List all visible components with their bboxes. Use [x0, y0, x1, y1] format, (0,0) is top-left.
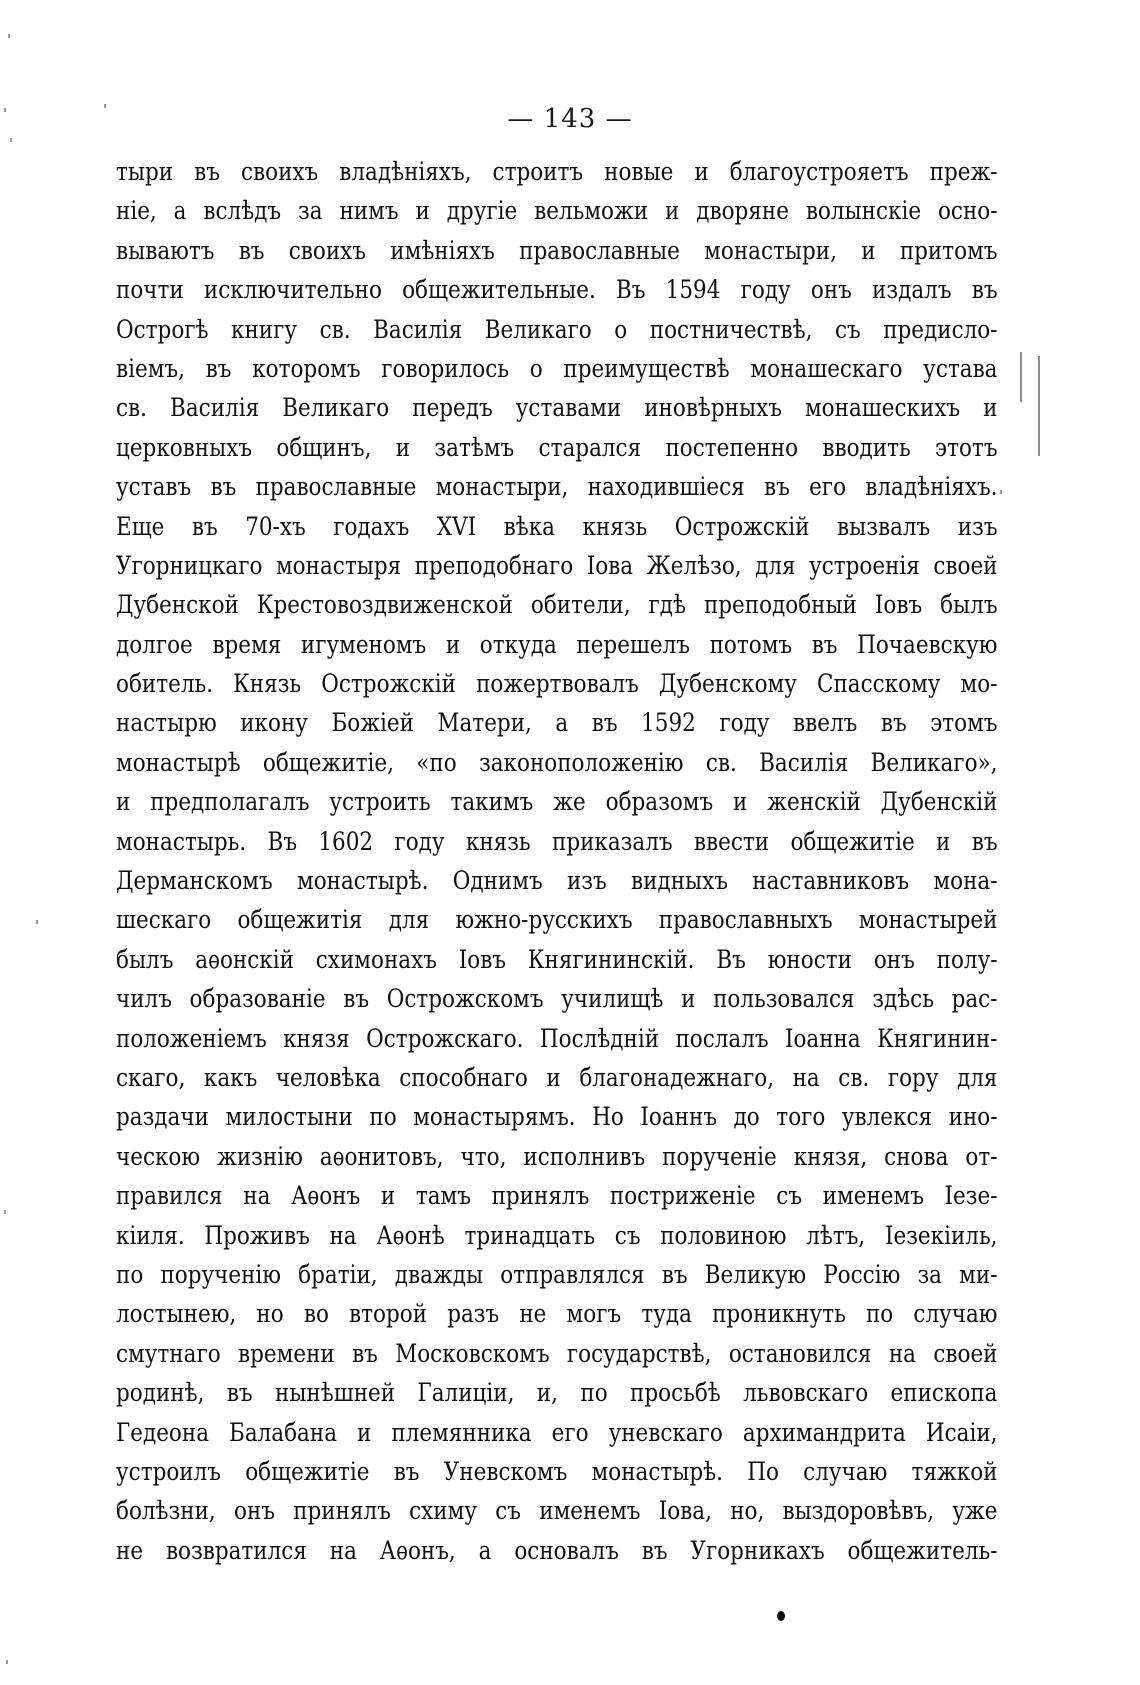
text-line: Дубенской Крестовоздвиженской обители, гдѣ преподобный Іовъ былъ: [116, 590, 998, 620]
scan-speck: [10, 138, 12, 142]
page-number: — 143 —: [507, 104, 633, 134]
text-line: ніе, а вслѣдъ за нимъ и другіе вельможи и дворяне волынскіе осно-: [116, 196, 998, 226]
text-line: уставъ въ православные монастыри, находившіеся въ его владѣніяхъ.: [116, 472, 998, 502]
text-line: настырю икону Божіей Матери, а въ 1592 году ввелъ въ этомъ: [116, 708, 998, 738]
text-line: віемъ, въ которомъ говорилось о преимуществѣ монашескаго устава: [116, 353, 998, 383]
margin-mark: [1038, 356, 1040, 456]
text-line: не возвратился на Аѳонъ, а основалъ въ Угорникахъ общежитель-: [116, 1535, 998, 1565]
scan-speck: [104, 104, 106, 108]
margin-mark: [1020, 352, 1022, 402]
text-line: монастырѣ общежитіе, «по законоположенію св. Василія Великаго»,: [116, 747, 998, 777]
text-line: почти исключительно общежительные. Въ 1594 году онъ издалъ въ: [116, 275, 998, 305]
scan-speck: [4, 1210, 6, 1214]
scan-speck: [4, 108, 6, 112]
text-line: кіиля. Проживъ на Аѳонѣ тринадцать съ половиною лѣтъ, Іезекіиль,: [116, 1220, 998, 1250]
scan-speck: [6, 1660, 8, 1664]
text-line: лостынею, но во второй разъ не могъ туда проникнуть по случаю: [116, 1299, 998, 1329]
ink-dot: [777, 1611, 785, 1621]
text-line: монастырь. Въ 1602 году князь приказалъ ввести общежитіе и въ: [116, 826, 998, 856]
text-line: смутнаго времени въ Московскомъ государствѣ, остановился на своей: [116, 1338, 998, 1368]
body-text: [116, 152, 998, 1570]
text-line: Гедеона Балабана и племянника его уневскаго архимандрита Исаіи,: [116, 1417, 998, 1447]
scan-speck: [8, 34, 10, 38]
text-line: устроилъ общежитіе въ Уневскомъ монастырѣ. По случаю тяжкой: [116, 1456, 998, 1486]
text-line: Угорницкаго монастыря преподобнаго Іова Желѣзо, для устроенія своей: [116, 550, 998, 580]
text-line: долгое время игуменомъ и откуда перешелъ потомъ въ Почаевскую: [116, 629, 998, 659]
text-line: родинѣ, въ нынѣшней Галиціи, и, по просьбѣ львовскаго епископа: [116, 1378, 998, 1408]
text-line: обитель. Князь Острожскій пожертвовалъ Дубенскому Спасскому мо-: [116, 669, 998, 699]
text-line: раздачи милостыни по монастырямъ. Но Іоаннъ до того увлекся ино-: [116, 1102, 998, 1132]
text-line: положеніемъ князя Острожскаго. Послѣдній послалъ Іоанна Княгинин-: [116, 1023, 998, 1053]
text-line: тыри въ своихъ владѣніяхъ, строитъ новые и благоустрояетъ преж-: [116, 157, 998, 186]
text-line: былъ аѳонскій схимонахъ Іовъ Княгининскій. Въ юности онъ полу-: [116, 944, 998, 974]
text-line: и предполагалъ устроить такимъ же образомъ и женскій Дубенскій: [116, 787, 998, 817]
text-line: по порученію братіи, дважды отправлялся въ Великую Россію за ми-: [116, 1259, 998, 1289]
text-line: правился на Аѳонъ и тамъ принялъ постриженіе съ именемъ Іезе-: [116, 1181, 998, 1211]
scan-speck: [36, 920, 38, 924]
text-line: св. Василія Великаго передъ уставами иновѣрныхъ монашескихъ и: [116, 393, 998, 423]
text-line: церковныхъ общинъ, и затѣмъ старался постепенно вводить этотъ: [116, 432, 998, 462]
text-line: вываютъ въ своихъ имѣніяхъ православные монастыри, и притомъ: [116, 235, 998, 265]
text-line: болѣзни, онъ принялъ схиму съ именемъ Іова, но, выздоровѣвъ, уже: [116, 1496, 998, 1526]
text-line: шескаго общежитія для южно-русскихъ православныхъ монастырей: [116, 905, 998, 935]
text-line: скаго, какъ человѣка способнаго и благонадежнаго, на св. гору для: [116, 1062, 998, 1092]
text-line: Еще въ 70-хъ годахъ XVI вѣка князь Острожскій вызвалъ изъ: [116, 511, 998, 541]
text-line: Дерманскомъ монастырѣ. Однимъ изъ видныхъ наставниковъ мона-: [116, 866, 998, 896]
scan-speck: [1000, 490, 1002, 494]
text-line: Острогѣ книгу св. Василія Великаго о постничествѣ, съ предисло-: [116, 314, 998, 344]
text-line: чилъ образованіе въ Острожскомъ училищѣ и пользовался здѣсь рас-: [116, 984, 998, 1014]
text-line: ческою жизнію аѳонитовъ, что, исполнивъ порученіе князя, снова от-: [116, 1141, 998, 1171]
